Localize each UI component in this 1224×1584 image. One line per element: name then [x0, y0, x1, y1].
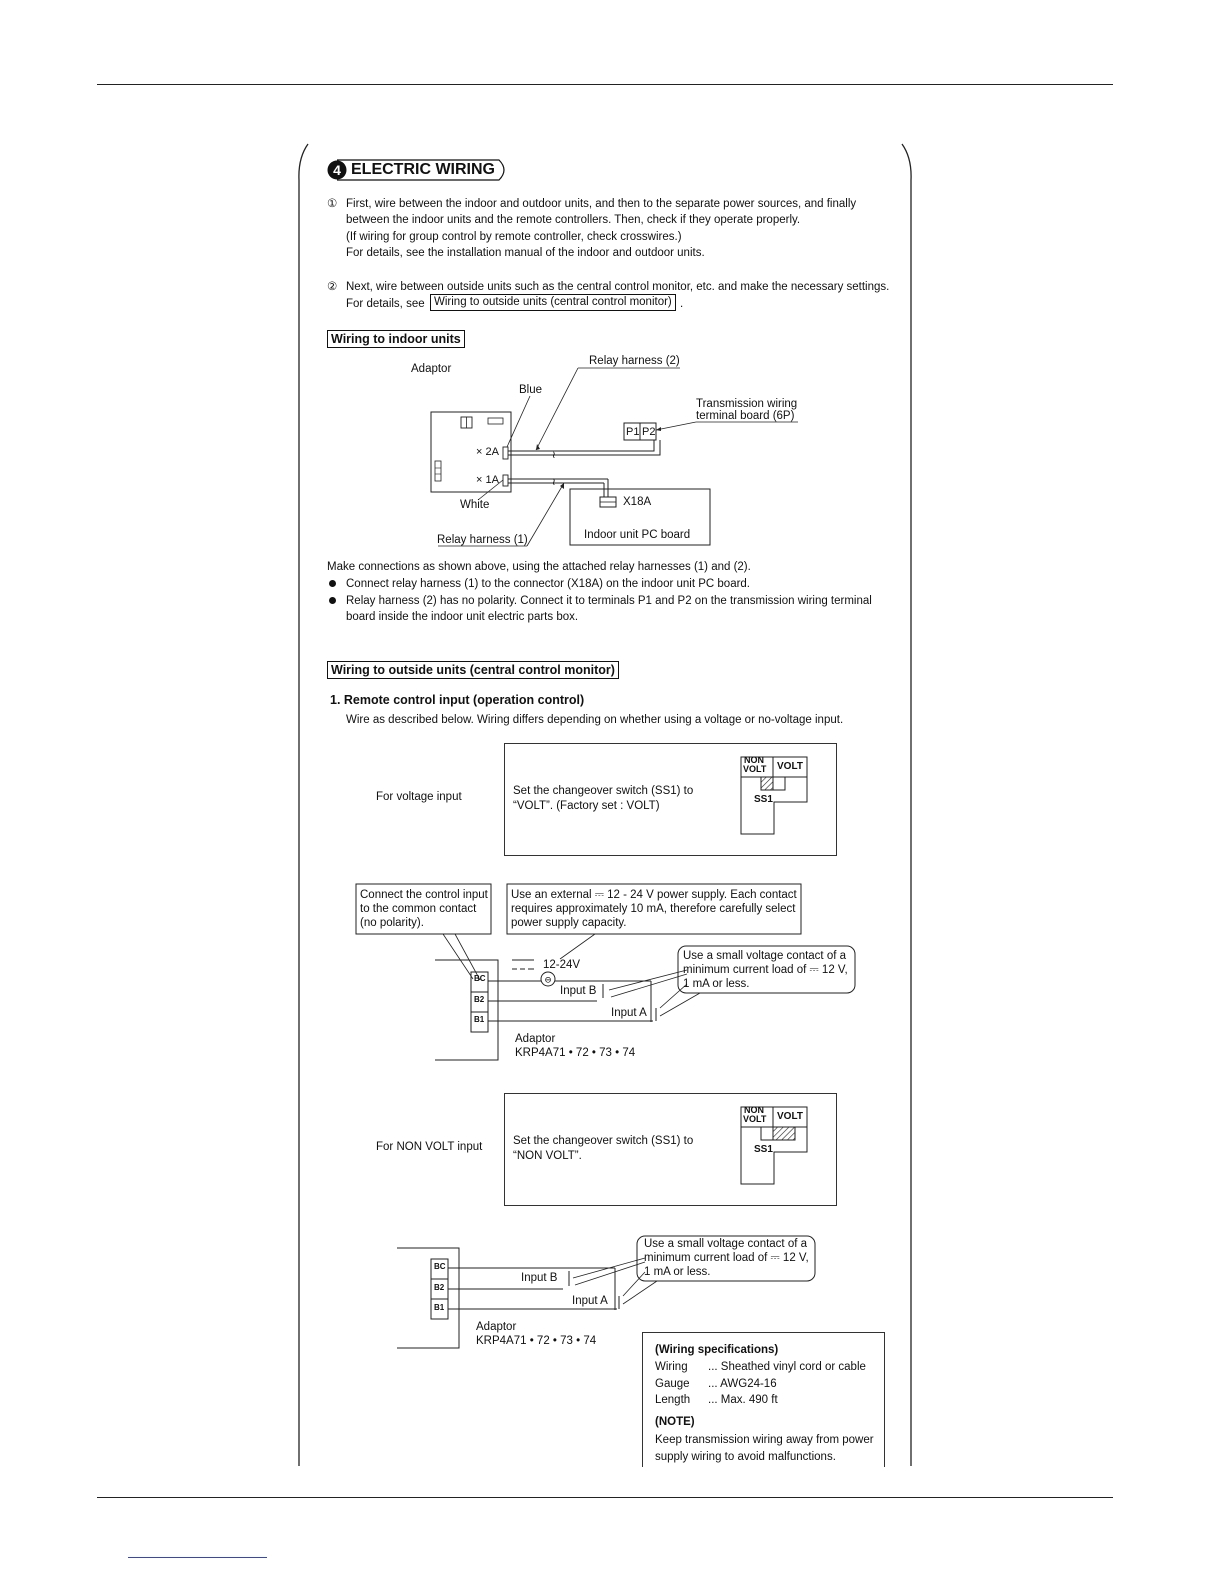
- section-title-text: ELECTRIC WIRING: [351, 161, 495, 178]
- header-rule: [97, 84, 1113, 85]
- step-2-see-reference[interactable]: Wiring to outside units (central control monitor): [430, 294, 676, 311]
- terminal-b1: B1: [474, 1015, 485, 1024]
- spec-note-line-2: supply wiring to avoid malfunctions.: [655, 1451, 836, 1463]
- input-b-label: Input B: [560, 985, 597, 997]
- callout-contact-2-line-1: Use a small voltage contact of a: [644, 1238, 807, 1250]
- terminal-bc: BC: [474, 974, 486, 983]
- spec-key-wiring: Wiring: [655, 1361, 688, 1373]
- label-x18a: X18A: [623, 496, 652, 508]
- section-number: 4: [333, 162, 341, 178]
- switch-non-top: NON: [744, 755, 764, 765]
- voltage-input-label: For voltage input: [376, 791, 462, 803]
- step-2-see-prefix: For details, see: [346, 298, 425, 310]
- callout-contact-line-2: minimum current load of ⎓ 12 V,: [683, 964, 848, 976]
- indoor-wiring-diagram: [400, 350, 820, 555]
- callout-contact-2-line-2: minimum current load of ⎓ 12 V,: [644, 1252, 809, 1264]
- terminal-b2: B2: [474, 995, 485, 1004]
- step-2-see-suffix: .: [680, 298, 684, 310]
- callout-power-line-2: requires approximately 10 mA, therefore carefully select: [511, 903, 796, 915]
- step-1-line-3: (If wiring for group control by remote controller, check crosswires.): [346, 231, 682, 243]
- indoor-heading: Wiring to indoor units: [327, 330, 465, 348]
- callout-control-line-1: Connect the control input: [360, 889, 488, 901]
- label-x2a: × 2A: [476, 446, 499, 458]
- switch-ss1-label: SS1: [754, 1144, 773, 1155]
- spec-value-wiring: ... Sheathed vinyl cord or cable: [708, 1361, 866, 1373]
- remote-input-heading: 1. Remote control input (operation control): [330, 693, 585, 707]
- nonvolt-input-label: For NON VOLT input: [376, 1141, 483, 1153]
- label-x1a: × 1A: [476, 474, 499, 486]
- nonvolt-setting-line-2: “NON VOLT”.: [513, 1150, 582, 1162]
- wiring-specifications-box: [642, 1332, 885, 1467]
- spec-value-gauge: ... AWG24-16: [708, 1378, 777, 1390]
- indoor-bullet-2-cont: board inside the indoor unit electric parts box.: [346, 611, 579, 623]
- label-relay-harness-1: Relay harness (1): [437, 534, 528, 546]
- bullet-dot: [329, 580, 336, 587]
- adaptor-name-2: Adaptor: [476, 1321, 517, 1333]
- callout-power-line-1: Use an external ⎓ 12 - 24 V power supply. Each contact: [511, 889, 797, 901]
- voltage-setting-line-2: “VOLT”. (Factory set : VOLT): [513, 800, 660, 812]
- switch-non-bottom: VOLT: [743, 764, 767, 774]
- step-1-line-1: First, wire between the indoor and outdoor units, and then to the separate power sources, and finally: [346, 198, 857, 210]
- indoor-bullet-1: Connect relay harness (1) to the connector (X18A) on the indoor unit PC board.: [346, 578, 751, 590]
- switch-non-bottom: VOLT: [743, 1114, 767, 1124]
- adaptor-name: Adaptor: [515, 1033, 556, 1045]
- terminal-b2: B2: [434, 1283, 445, 1292]
- outside-heading: Wiring to outside units (central control monitor): [327, 661, 619, 679]
- callout-power-line-3: power supply capacity.: [511, 917, 627, 929]
- label-tb-line-1: Transmission wiring: [696, 398, 798, 410]
- nonvolt-setting-line-1: Set the changeover switch (SS1) to: [513, 1135, 694, 1147]
- footer-rule: [97, 1497, 1113, 1498]
- switch-non-top: NON: [744, 1105, 764, 1115]
- footer-link-underline: [128, 1557, 267, 1558]
- indoor-notes-intro: Make connections as shown above, using the attached relay harnesses (1) and (2).: [327, 561, 751, 573]
- input-a-label: Input A: [611, 1007, 647, 1019]
- step-2-marker: ②: [327, 281, 338, 293]
- supply-voltage-label: 12-24V: [543, 959, 581, 971]
- input-b-label-2: Input B: [521, 1272, 558, 1284]
- svg-text:≀: ≀: [552, 450, 556, 461]
- label-relay-harness-2: Relay harness (2): [589, 355, 680, 367]
- callout-control-line-2: to the common contact: [360, 903, 477, 915]
- remote-input-text: Wire as described below. Wiring differs depending on whether using a voltage or no-voltage input.: [346, 714, 844, 726]
- label-tb-line-2: terminal board (6P): [696, 410, 795, 422]
- connector-1a: [503, 475, 508, 486]
- terminal-bc: BC: [434, 1262, 446, 1271]
- switch-volt-label: VOLT: [777, 1111, 803, 1122]
- voltage-setting-line-1: Set the changeover switch (SS1) to: [513, 785, 694, 797]
- indoor-bullet-2: Relay harness (2) has no polarity. Connect it to terminals P1 and P2 on the transmission wiring terminal: [346, 595, 872, 607]
- spec-note-title: (NOTE): [655, 1416, 695, 1428]
- callout-control-line-3: (no polarity).: [360, 917, 424, 929]
- adaptor-model-2: KRP4A71 • 72 • 73 • 74: [476, 1335, 597, 1347]
- label-adaptor: Adaptor: [411, 363, 452, 375]
- step-1-line-2: between the indoor units and the remote controllers. Then, check if they operate properly.: [346, 214, 801, 226]
- voltage-input-panel: [504, 743, 837, 856]
- step-1-marker: ①: [327, 198, 338, 210]
- callout-contact-2-line-3: 1 mA or less.: [644, 1266, 711, 1278]
- input-a-label-2: Input A: [572, 1295, 608, 1307]
- label-blue: Blue: [519, 384, 543, 396]
- step-2-line-1: Next, wire between outside units such as the central control monitor, etc. and make the necessary settings.: [346, 281, 890, 293]
- nonvolt-input-panel: [504, 1093, 837, 1206]
- adaptor-model: KRP4A71 • 72 • 73 • 74: [515, 1047, 636, 1059]
- label-pc-board: Indoor unit PC board: [584, 529, 691, 541]
- svg-text:⊖: ⊖: [544, 974, 552, 985]
- callout-contact-line-1: Use a small voltage contact of a: [683, 950, 846, 962]
- spec-value-length: ... Max. 490 ft: [708, 1394, 778, 1406]
- terminal-b1: B1: [434, 1303, 445, 1312]
- bullet-dot: [329, 597, 336, 604]
- section-title: [327, 159, 507, 181]
- spec-key-length: Length: [655, 1394, 691, 1406]
- label-p1: P1: [626, 426, 640, 438]
- callout-contact-line-3: 1 mA or less.: [683, 978, 750, 990]
- connector-2a: [503, 447, 508, 459]
- switch-ss1-label: SS1: [754, 794, 773, 805]
- svg-text:≀: ≀: [552, 477, 556, 488]
- spec-title: (Wiring specifications): [655, 1344, 779, 1356]
- label-p2: P2: [642, 426, 656, 438]
- switch-volt-label: VOLT: [777, 761, 803, 772]
- step-1-line-4: For details, see the installation manual of the indoor and outdoor units.: [346, 247, 705, 259]
- spec-note-line-1: Keep transmission wiring away from power: [655, 1434, 874, 1446]
- label-white: White: [460, 499, 490, 511]
- spec-key-gauge: Gauge: [655, 1378, 690, 1390]
